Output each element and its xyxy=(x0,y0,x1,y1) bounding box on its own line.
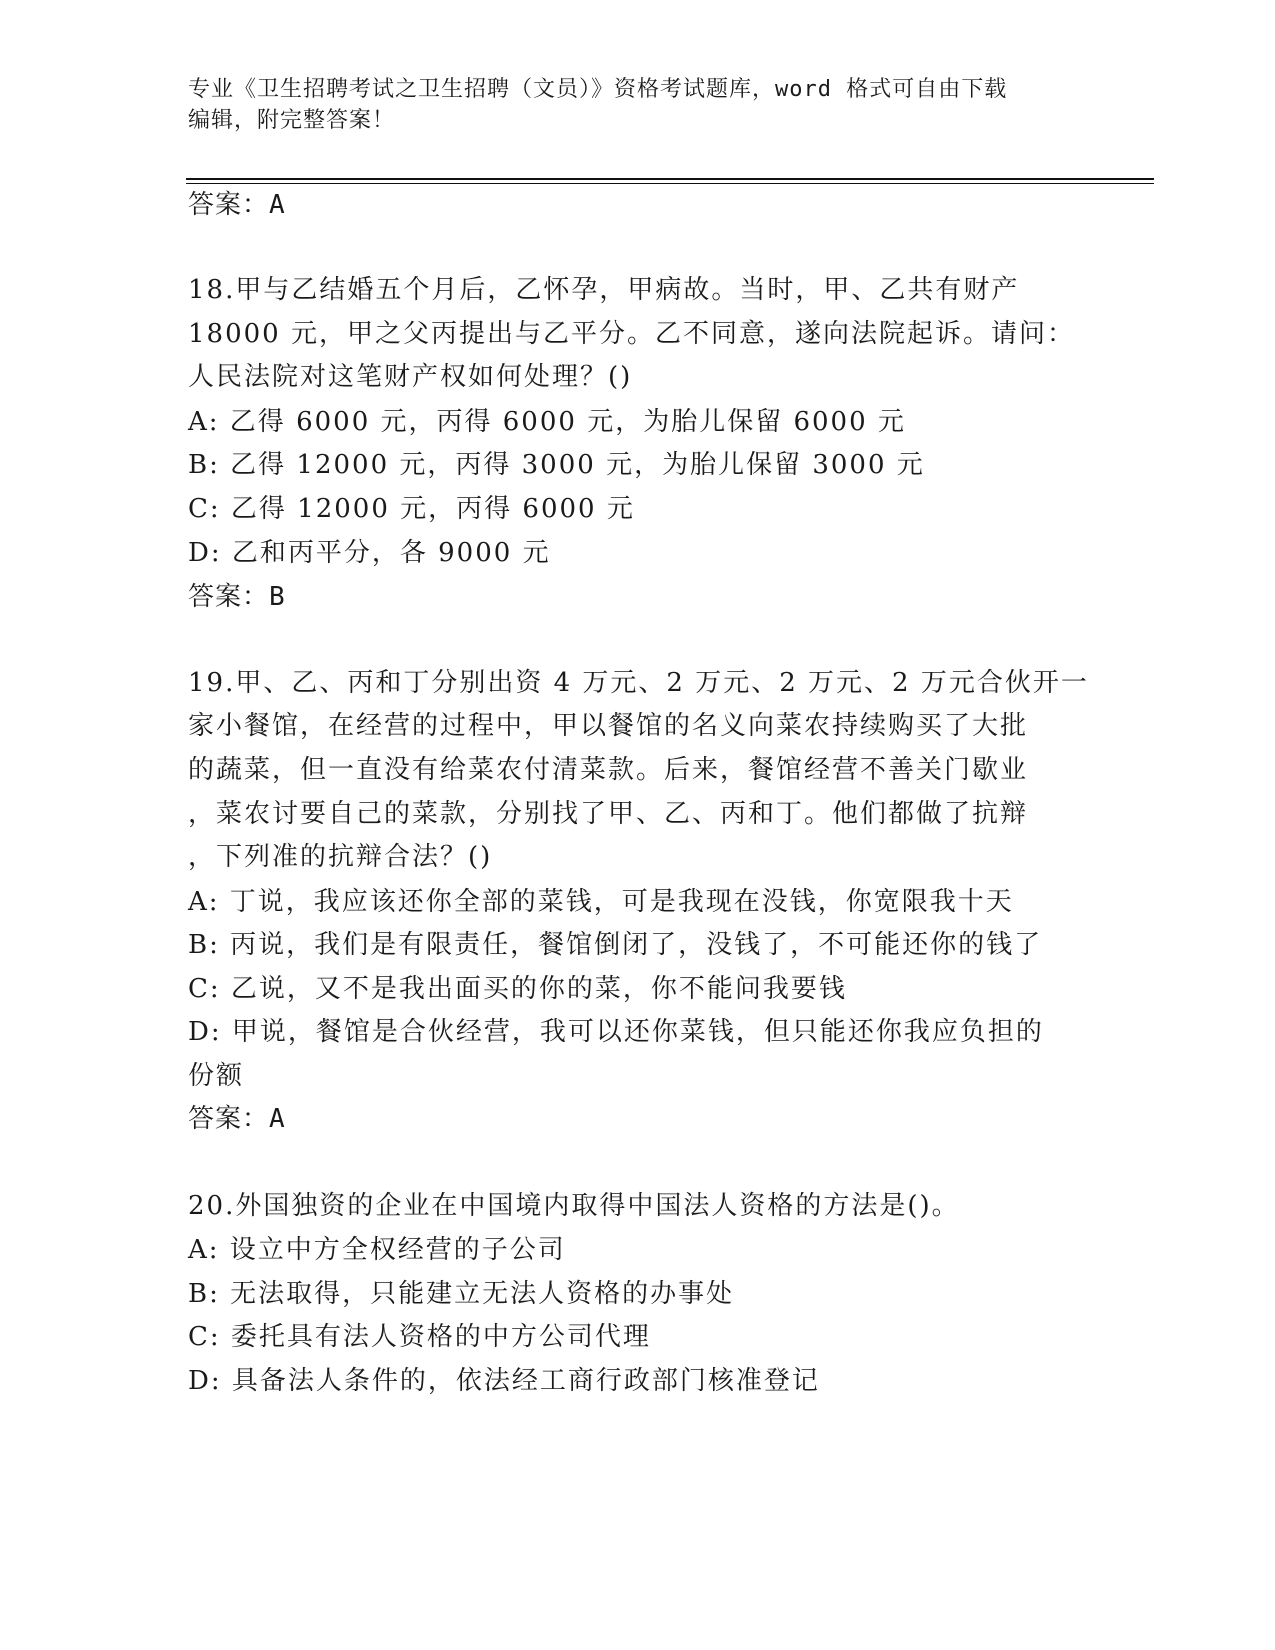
q18-stem-line-3: 人民法院对这笔财产权如何处理？() xyxy=(188,362,633,392)
q20-option-c: C: 委托具有法人资格的中方公司代理 xyxy=(188,1322,651,1352)
q18-option-b: B: 乙得 12000 元，丙得 3000 元，为胎儿保留 3000 元 xyxy=(188,450,925,480)
q18-option-c: C: 乙得 12000 元，丙得 6000 元 xyxy=(188,494,635,524)
header-line-2: 编辑，附完整答案！ xyxy=(188,108,396,133)
header-line-1: 专业《卫生招聘考试之卫生招聘（文员）》资格考试题库，word 格式可自由下载 xyxy=(188,77,1008,102)
q19-option-b: B: 丙说，我们是有限责任，餐馆倒闭了，没钱了，不可能还你的钱了 xyxy=(188,930,1043,960)
q19-stem-line-1: 19.甲、乙、丙和丁分别出资 4 万元、2 万元、2 万元、2 万元合伙开一 xyxy=(188,668,1089,698)
q18-option-a: A: 乙得 6000 元，丙得 6000 元，为胎儿保留 6000 元 xyxy=(188,407,906,437)
q19-stem-line-4: ，菜农讨要自己的菜款，分别找了甲、乙、丙和丁。他们都做了抗辩 xyxy=(188,799,1029,829)
q18-stem-line-2: 18000 元，甲之父丙提出与乙平分。乙不同意，遂向法院起诉。请问： xyxy=(188,319,1075,349)
header-divider-thin xyxy=(186,183,1154,184)
q19-stem-line-2: 家小餐馆，在经营的过程中，甲以餐馆的名义向菜农持续购买了大批 xyxy=(188,711,1029,741)
q18-answer: 答案：B xyxy=(188,582,286,612)
q19-option-a: A: 丁说，我应该还你全部的菜钱，可是我现在没钱，你宽限我十天 xyxy=(188,887,1014,917)
q18-stem-line-1: 18.甲与乙结婚五个月后，乙怀孕，甲病故。当时，甲、乙共有财产 xyxy=(188,275,1020,305)
q18-option-d: D: 乙和丙平分，各 9000 元 xyxy=(188,538,551,568)
q20-option-d: D: 具备法人条件的，依法经工商行政部门核准登记 xyxy=(188,1366,820,1396)
q19-option-d-line-2: 份额 xyxy=(188,1061,245,1091)
q19-stem-line-5: ，下列准的抗辩合法？() xyxy=(188,842,493,872)
q20-stem-line-1: 20.外国独资的企业在中国境内取得中国法人资格的方法是()。 xyxy=(188,1191,960,1221)
q19-stem-line-3: 的蔬菜，但一直没有给菜农付清菜款。后来，餐馆经营不善关门歇业 xyxy=(188,755,1029,785)
q19-option-d-line-1: D: 甲说，餐馆是合伙经营，我可以还你菜钱，但只能还你我应负担的 xyxy=(188,1017,1044,1047)
page-header xyxy=(188,74,1088,136)
q19-option-c: C: 乙说，又不是我出面买的你的菜，你不能问我要钱 xyxy=(188,974,847,1004)
q20-option-a: A: 设立中方全权经营的子公司 xyxy=(188,1235,566,1265)
q20-option-b: B: 无法取得，只能建立无法人资格的办事处 xyxy=(188,1279,735,1309)
answer-17: 答案：A xyxy=(188,190,286,220)
header-divider-thick xyxy=(186,178,1154,180)
q19-answer: 答案：A xyxy=(188,1104,286,1134)
